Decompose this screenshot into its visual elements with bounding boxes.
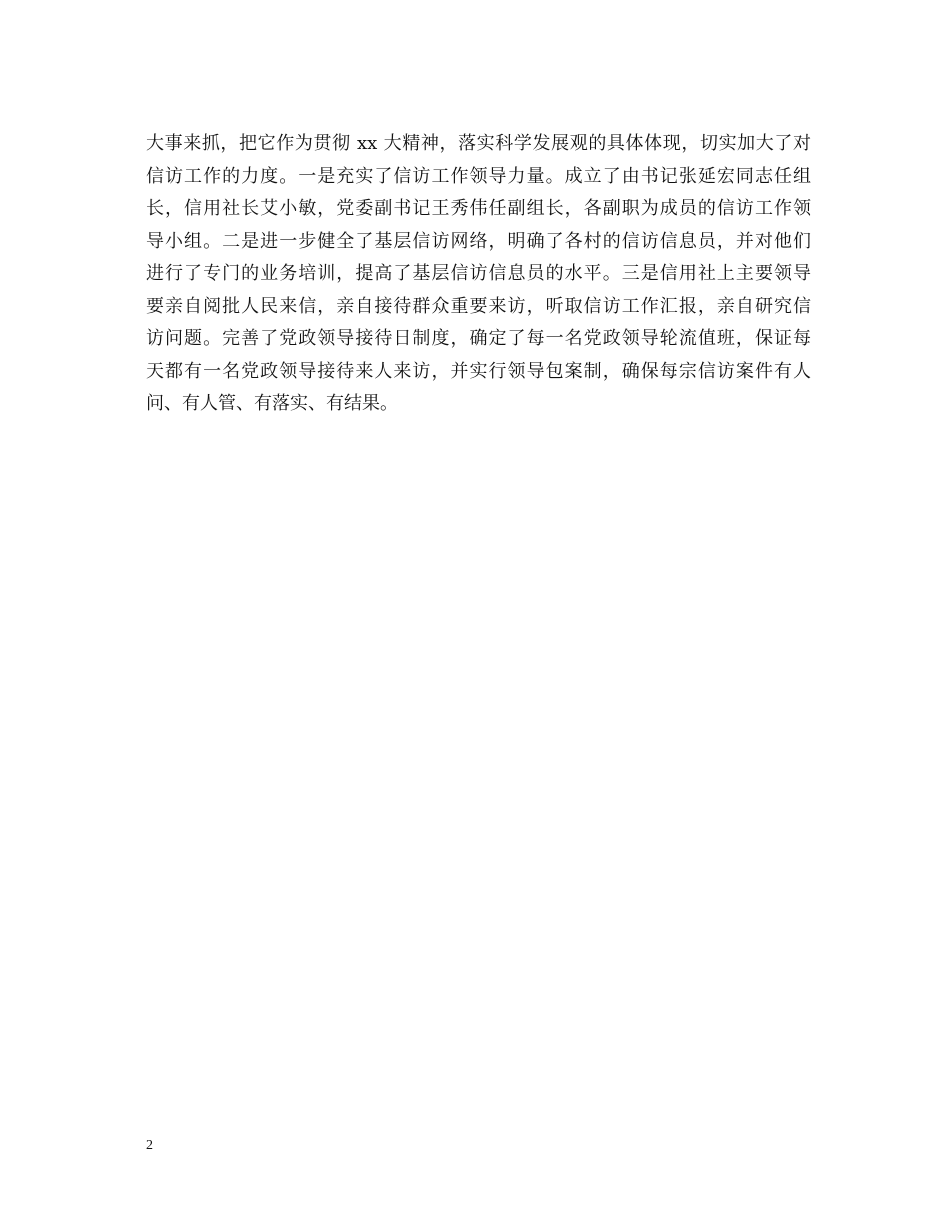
page-number: 2 [146,1138,153,1153]
paragraph-line-4: 导小组。二是进一步健全了基层信访网络，明确了各村的信访信息员，并对他们 [146,230,811,252]
body-paragraph [146,128,811,421]
paragraph-line-3: 长，信用社长艾小敏，党委副书记王秀伟任副组长，各副职为成员的信访工作领 [146,198,811,219]
paragraph-line-7: 访问题。完善了党政领导接待日制度，确定了每一名党政领导轮流值班，保证每 [146,328,811,349]
paragraph-line-5: 进行了专门的业务培训，提高了基层信访信息员的水平。三是信用社上主要领导 [146,263,811,284]
paragraph-line-1: 大事来抓，把它作为贯彻 xx 大精神，落实科学发展观的具体体现，切实加大了对 [146,133,811,154]
paragraph-line-2: 信访工作的力度。一是充实了信访工作领导力量。成立了由书记张延宏同志任组 [146,165,811,187]
paragraph-line-6: 要亲自阅批人民来信，亲自接待群众重要来访，听取信访工作汇报，亲自研究信 [146,295,811,317]
paragraph-line-8: 天都有一名党政领导接待来人来访，并实行领导包案制，确保每宗信访案件有人 [146,360,811,382]
paragraph-line-9: 问、有人管、有落实、有结果。 [146,393,398,414]
